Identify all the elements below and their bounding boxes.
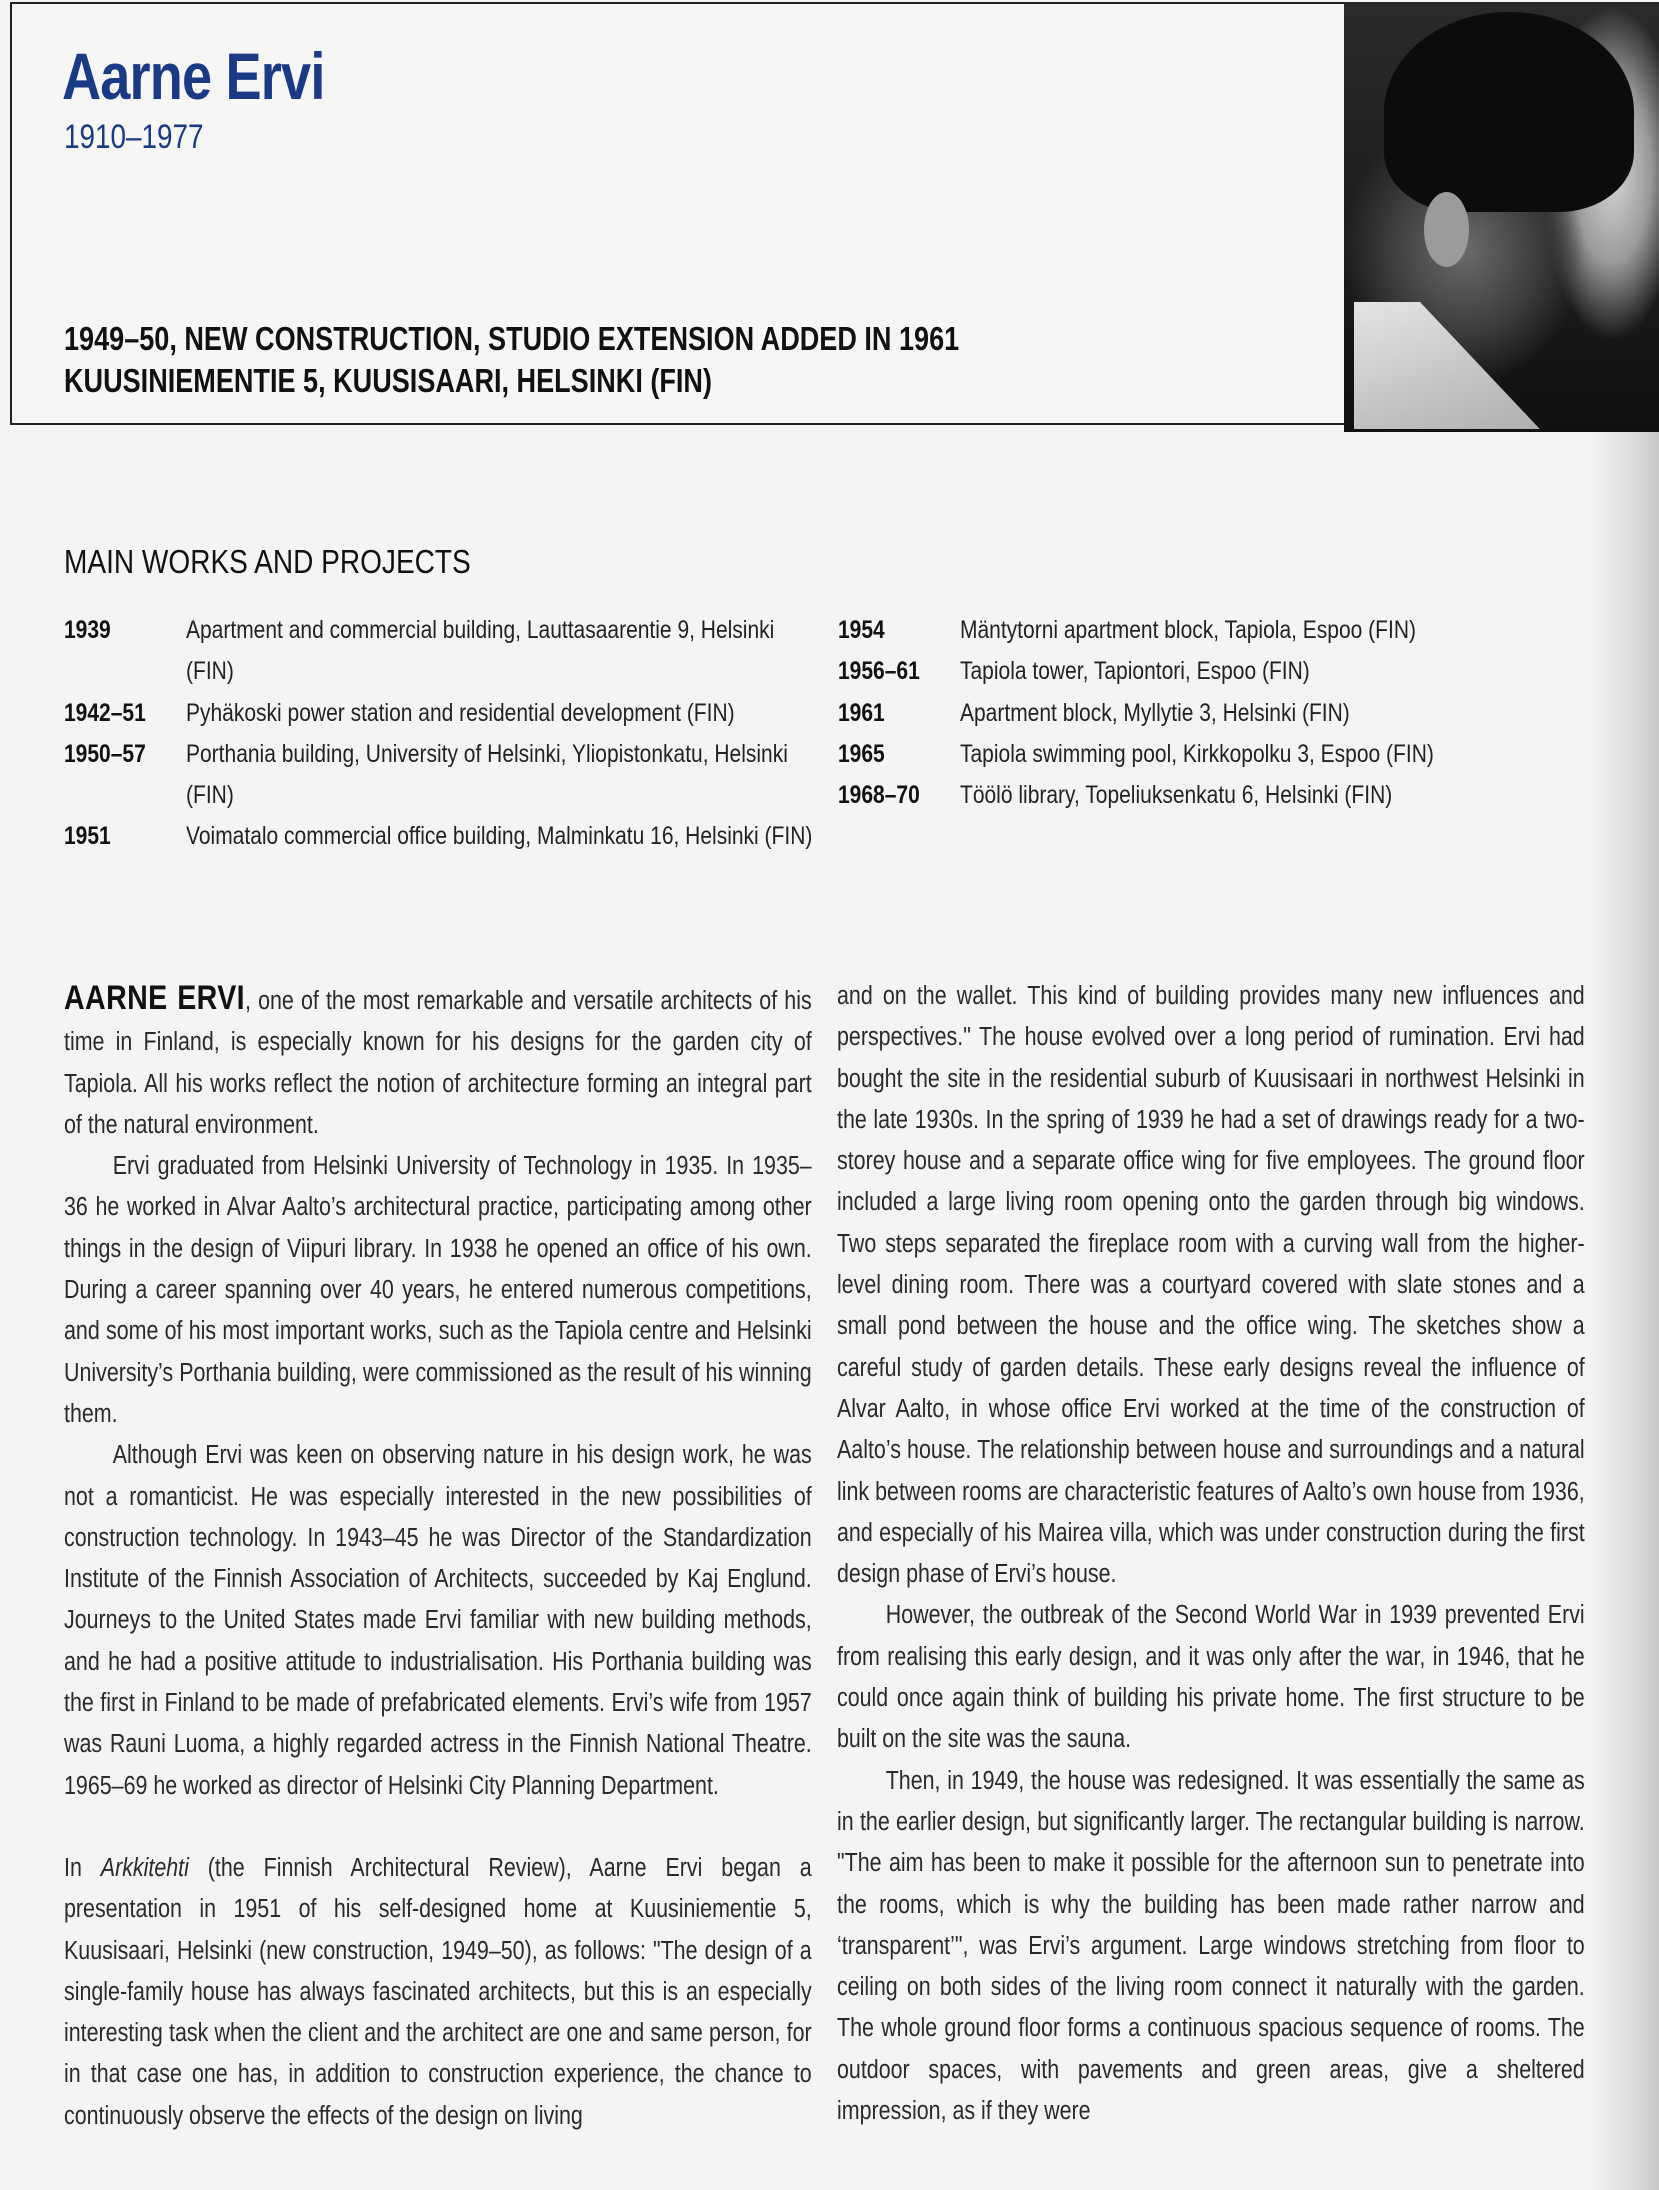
works-item [838, 651, 1598, 692]
body-paragraph: AARNE ERVI, one of the most remarkable and versatile architects of his time in Finland, is especially known for his designs for the garden city of Tapiola. All his works reflect the notion of architecture forming an integral part of the natural environment. [64, 979, 812, 1139]
body-column-right [837, 976, 1585, 2132]
works-desc: Töölö library, Topeliuksenkatu 6, Helsinki (FIN) [960, 781, 1393, 810]
works-desc: Porthania building, University of Helsinki, Yliopistonkatu, Helsinki (FIN) [186, 739, 788, 810]
works-year: 1968–70 [838, 781, 920, 810]
body-paragraph: Ervi graduated from Helsinki University of Technology in 1935. In 1935–36 he worked in Alvar Aalto’s architectural practice, participating among other things in the design of Viipuri library. In 1938 he opened an office of his own. During a career spanning over 40 years, he entered numerous competitions, and some of his most important works, such as the Tapiola centre and Helsinki University’s Porthania building, were commissioned as the result of his winning them. [64, 1152, 812, 1428]
project-heading-line1: 1949–50, NEW CONSTRUCTION, STUDIO EXTENSION ADDED IN 1961 [64, 320, 960, 357]
works-year: 1951 [64, 822, 111, 851]
portrait-hair-shape [1384, 12, 1634, 212]
works-desc: Apartment block, Myllytie 3, Helsinki (FIN) [960, 698, 1350, 727]
portrait-collar-shape [1354, 302, 1574, 432]
works-desc: Mäntytorni apartment block, Tapiola, Espoo (FIN) [960, 616, 1416, 644]
works-year: 1956–61 [838, 657, 920, 686]
works-list-right [838, 610, 1598, 816]
architect-name: Aarne Ervi [62, 39, 325, 113]
works-year: 1950–57 [64, 739, 146, 768]
works-item [64, 610, 824, 693]
works-desc: Apartment and commercial building, Lauttasaarentie 9, Helsinki (FIN) [186, 616, 775, 686]
works-year: 1961 [838, 698, 885, 727]
works-year: 1939 [64, 616, 111, 644]
works-year: 1965 [838, 739, 885, 768]
portrait-photo [1344, 2, 1659, 432]
body-paragraph: Then, in 1949, the house was redesigned. It was essentially the same as in the earlier design, but significantly larger. The rectangular building is narrow. "The aim has been to make it possible for the afternoon sun to penetrate into the rooms, which is why the building has been made rather narrow and ‘transparent’", was Ervi’s argument. Large windows stretching from floor to ceiling on both sides of the living room connect it naturally with the garden. The whole ground floor forms a continuous spacious sequence of rooms. The outdoor spaces, with pavements and green areas, give a sheltered impression, as if they were [837, 1766, 1585, 2126]
lead-name: AARNE ERVI [64, 979, 246, 1017]
portrait-ear-shape [1424, 192, 1469, 267]
works-item [838, 775, 1598, 816]
works-item [64, 816, 824, 857]
works-item [64, 693, 824, 734]
works-year: 1942–51 [64, 698, 146, 727]
body-column-left [64, 978, 812, 2137]
works-year: 1954 [838, 616, 885, 644]
works-desc: Tapiola tower, Tapiontori, Espoo (FIN) [960, 657, 1310, 686]
works-item [64, 734, 824, 817]
works-desc: Voimatalo commercial office building, Malminkatu 16, Helsinki (FIN) [186, 822, 813, 851]
body-paragraph: However, the outbreak of the Second World War in 1939 prevented Ervi from realising this early design, and it was only after the war, in 1946, that he could once again think of building his private home. The first structure to be built on the site was the sauna. [837, 1601, 1585, 1754]
works-item [838, 610, 1598, 651]
body-paragraph: Although Ervi was keen on observing nature in his design work, he was not a romanticist. He was especially interested in the new possibilities of construction technology. In 1943–45 he was Director of the Standardization Institute of the Finnish Association of Architects, succeeded by Kaj Englund. Journeys to the United States made Ervi familiar with new building methods, and he had a positive attitude to industrialisation. His Porthania building was the first in Finland to be made of prefabricated elements. Ervi’s wife from 1957 was Rauni Luoma, a highly regarded actress in the Finnish National Theatre. 1965–69 he worked as director of Helsinki City Planning Department. [64, 1441, 812, 1800]
project-heading-line2: KUUSINIEMENTIE 5, KUUSISAARI, HELSINKI (FIN) [64, 362, 712, 399]
works-item [838, 693, 1598, 734]
works-section-title: MAIN WORKS AND PROJECTS [64, 543, 471, 580]
works-desc: Pyhäkoski power station and residential development (FIN) [186, 698, 735, 727]
works-desc: Tapiola swimming pool, Kirkkopolku 3, Espoo (FIN) [960, 739, 1434, 768]
works-list-left [64, 610, 824, 858]
page-gutter-shadow [1589, 420, 1659, 2190]
works-item [838, 734, 1598, 775]
body-paragraph: In Arkkitehti (the Finnish Architectural Review), Aarne Ervi began a presentation in 1951 of his self-designed home at Kuusiniementie 5, Kuusisaari, Helsinki (new construction, 1949–50), as follows: "The design of a single-family house has always fascinated architects, but this is an especially interesting task when the client and the architect are one and same person, for in that case one has, in addition to construction experience, the chance to continuously observe the effects of the design on living [64, 1853, 812, 2130]
journal-title: Arkkitehti [100, 1853, 189, 1882]
project-heading [64, 318, 959, 402]
body-paragraph: and on the wallet. This kind of building provides many new influences and perspectives." The house evolved over a long period of rumination. Ervi had bought the site in the residential suburb of Kuusisaari in northwest Helsinki in the late 1930s. In the spring of 1939 he had a set of drawings ready for a two-storey house and a separate office wing for five employees. The ground floor included a large living room opening onto the garden through big windows. Two steps separated the fireplace room with a curving wall from the higher-level dining room. There was a courtyard covered with slate stones and a small pond between the house and the office wing. The sketches show a careful study of garden details. These early designs reveal the influence of Alvar Aalto, in whose office Ervi worked at the time of the construction of Aalto’s house. The relationship between house and surroundings and a natural link between rooms are characteristic features of Aalto’s own house from 1936, and especially of his Mairea villa, which was under construction during the first design phase of Ervi’s house. [837, 982, 1585, 1589]
life-dates: 1910–1977 [64, 118, 204, 156]
